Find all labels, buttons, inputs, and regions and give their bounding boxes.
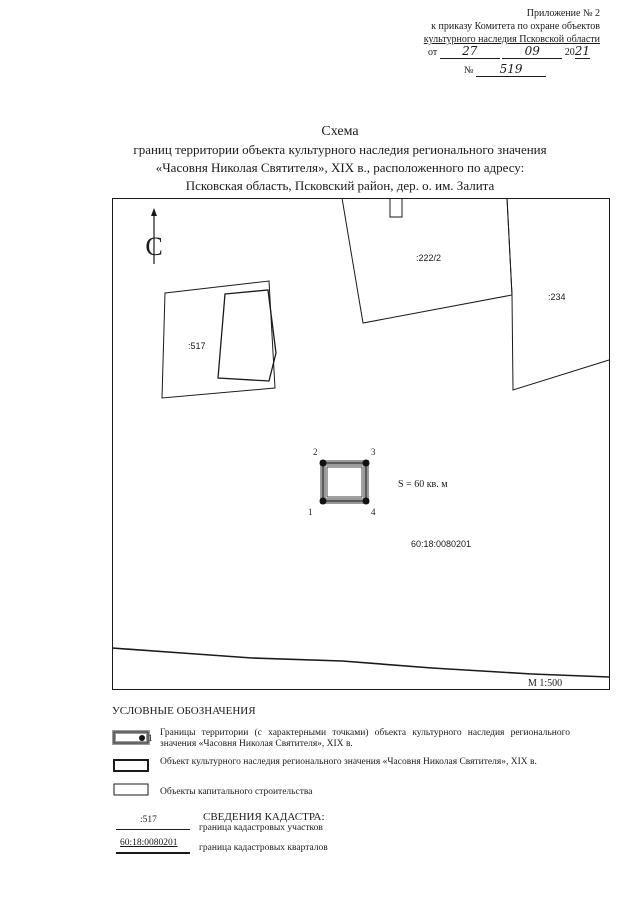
point-3-label: 3 xyxy=(371,447,376,457)
committee-line: культурного наследия Псковской области xyxy=(423,34,600,45)
order-number xyxy=(464,62,546,77)
quarter-legend-example: 60:18:0080201 xyxy=(120,838,178,848)
legend-title: УСЛОВНЫЕ ОБОЗНАЧЕНИЯ xyxy=(112,705,256,717)
number-prefix: № xyxy=(464,65,474,76)
parcel-legend-line xyxy=(116,829,190,830)
scheme-address: Псковская область, Псковский район, дер. о. им. Залита xyxy=(185,178,495,193)
date-year: 21 xyxy=(574,44,591,58)
parcel-legend-text: граница кадастровых участков xyxy=(199,823,323,833)
territory-legend-text: Границы территории (с характерными точками) объекта культурного наследия регионального значения «Часовня Николая Святителя», XIX в. xyxy=(160,728,570,749)
date-prefix: от xyxy=(428,47,438,58)
point-2-label: 2 xyxy=(313,447,318,457)
date-year-prefix: 20 xyxy=(564,47,575,58)
building-outline xyxy=(218,290,276,381)
map-frame xyxy=(112,198,610,690)
territory-legend-point-label: 1 xyxy=(148,734,153,744)
point-4-label: 4 xyxy=(371,507,376,517)
heritage-object-legend-text: Объект культурного наследия регионального значения «Часовня Николая Святителя», XIX в. xyxy=(160,757,537,767)
scheme-subtitle-2: «Часовня Николая Святителя», XIX в., расположенного по адресу: xyxy=(155,160,525,175)
heritage-territory-boundary xyxy=(323,463,366,501)
north-letter: С xyxy=(145,232,163,261)
parcel-222-2-label: :222/2 xyxy=(416,253,442,263)
order-line: к приказу Комитета по охране объектов xyxy=(431,21,600,32)
date-month: 09 xyxy=(524,44,540,58)
area-label: S = 60 кв. м xyxy=(398,479,448,490)
boundary-point-2 xyxy=(320,460,327,467)
quarter-boundary-line xyxy=(112,648,609,677)
parcel-legend-example: :517 xyxy=(140,815,157,825)
scheme-title: Схема xyxy=(321,124,359,139)
date-day: 27 xyxy=(462,44,478,58)
boundary-point-4 xyxy=(363,498,370,505)
building-legend-symbol xyxy=(112,782,154,798)
point-1-label: 1 xyxy=(308,507,313,517)
parcel-234-label: :234 xyxy=(548,292,566,302)
parcel-517-label: :517 xyxy=(188,341,206,351)
cadastre-title: СВЕДЕНИЯ КАДАСТРА: xyxy=(203,811,325,823)
quarter-legend-line xyxy=(116,852,190,854)
boundary-point-1 xyxy=(320,498,327,505)
appendix-line: Приложение № 2 xyxy=(526,8,600,19)
building-legend-text: Объекты капитального строительства xyxy=(160,787,313,797)
scheme-subtitle-1: границ территории объекта культурного наследия регионального значения xyxy=(133,142,547,157)
boundary-point-3 xyxy=(363,460,370,467)
number-value: 519 xyxy=(499,62,523,76)
heritage-object-legend-symbol xyxy=(112,758,154,774)
quarter-legend-text: граница кадастровых кварталов xyxy=(199,843,328,853)
north-arrow-icon xyxy=(145,208,162,264)
cadastral-quarter-label: 60:18:0080201 xyxy=(411,539,472,549)
scale-label: М 1:500 xyxy=(528,678,563,689)
order-date xyxy=(428,44,590,59)
